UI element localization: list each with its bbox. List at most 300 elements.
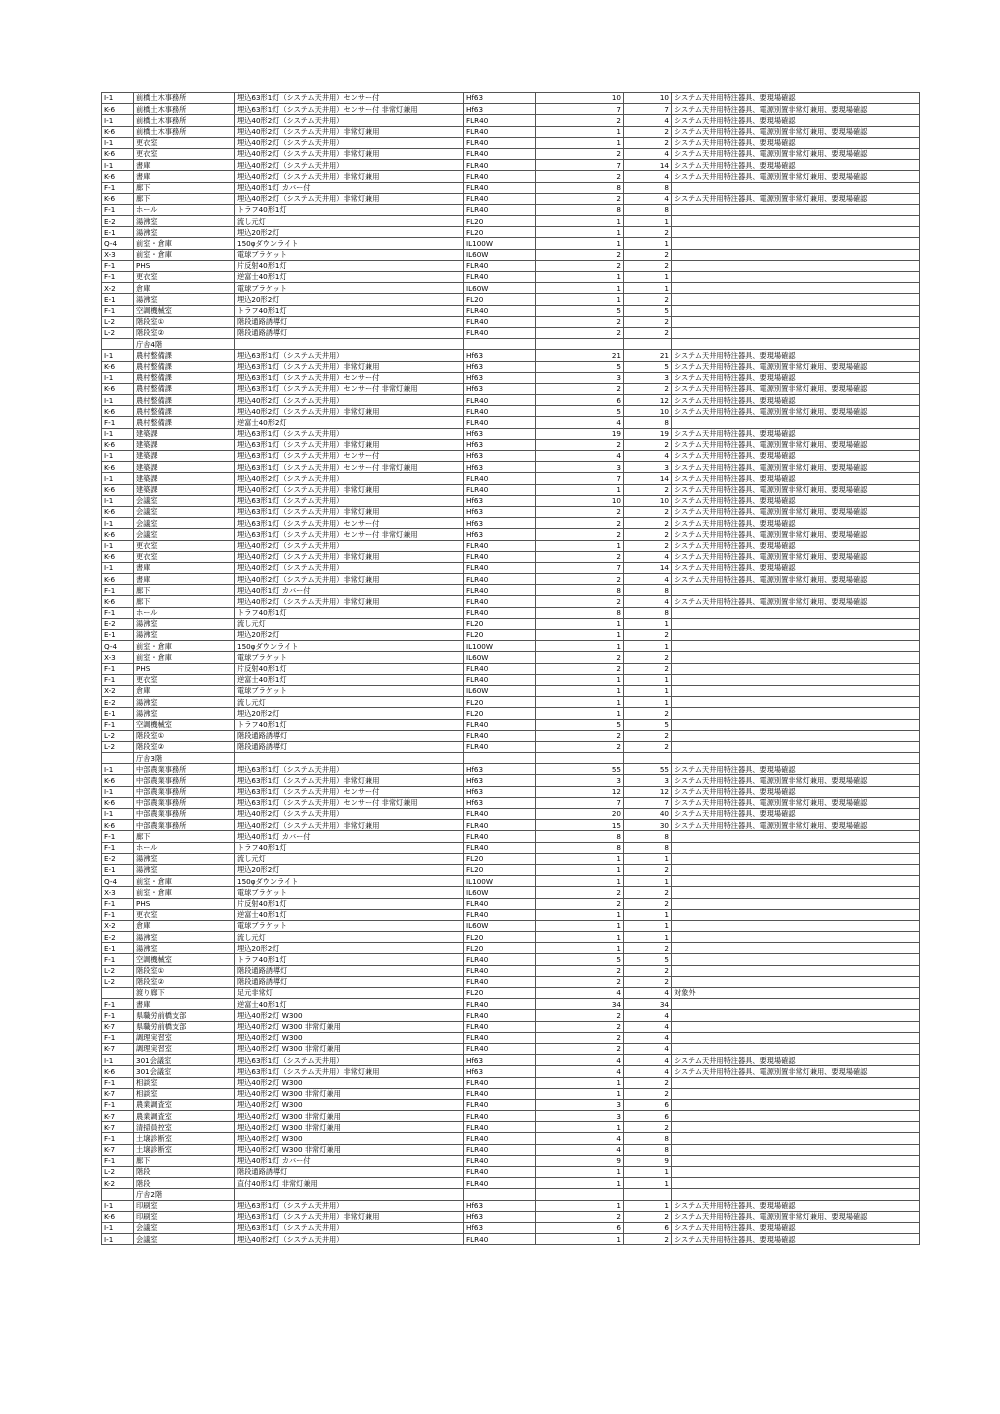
table-row: [102, 954, 920, 965]
remarks-cell: [672, 1167, 920, 1178]
remarks-cell: システム天井用特注器具、電源別置非常灯兼用、要現場確認: [672, 775, 920, 786]
lamp-count-cell: 2: [624, 943, 672, 954]
remarks-cell: システム天井用特注器具、要現場確認: [672, 160, 920, 171]
lamp-count-cell: 4: [624, 115, 672, 126]
quantity-cell: 9: [536, 1155, 624, 1166]
quantity-cell: 3: [536, 372, 624, 383]
room-cell: 前室・倉庫: [134, 652, 235, 663]
fixture-type-cell: [235, 1189, 464, 1200]
quantity-cell: 1: [536, 126, 624, 137]
fixture-type-cell: トラフ40形1灯: [235, 842, 464, 853]
fixture-type-cell: 埋込63形1灯（システム天井用）非常灯兼用: [235, 775, 464, 786]
fixture-type-cell: [235, 339, 464, 350]
fixture-table-body: [102, 93, 920, 1245]
remarks-cell: システム天井用特注器具、電源別置非常灯兼用、要現場確認: [672, 148, 920, 159]
fixture-code-cell: F-1: [102, 1133, 134, 1144]
fixture-code-cell: K-7: [102, 1088, 134, 1099]
fixture-code-cell: F-1: [102, 607, 134, 618]
room-cell: 湯沸室: [134, 864, 235, 875]
quantity-cell: 2: [536, 574, 624, 585]
room-cell: 土壌診断室: [134, 1133, 235, 1144]
fixture-code-cell: I-1: [102, 160, 134, 171]
lamp-cell: Hf63: [464, 104, 536, 115]
fixture-code-cell: I-1: [102, 372, 134, 383]
fixture-type-cell: 階段通路誘導灯: [235, 965, 464, 976]
fixture-code-cell: E-2: [102, 932, 134, 943]
room-cell: 農村整備課: [134, 350, 235, 361]
remarks-cell: システム天井用特注器具、要現場確認: [672, 1222, 920, 1233]
room-cell: 前室・倉庫: [134, 641, 235, 652]
lamp-count-cell: 1: [624, 674, 672, 685]
lamp-cell: FLR40: [464, 820, 536, 831]
fixture-type-cell: トラフ40形1灯: [235, 954, 464, 965]
fixture-code-cell: I-1: [102, 1234, 134, 1245]
room-cell: 会議室: [134, 506, 235, 517]
room-cell: 県職労前橋支部: [134, 1010, 235, 1021]
fixture-type-cell: 埋込63形1灯（システム天井用）センサー付 非常灯兼用: [235, 797, 464, 808]
lamp-cell: FLR40: [464, 1122, 536, 1133]
fixture-code-cell: E-1: [102, 864, 134, 875]
quantity-cell: 5: [536, 719, 624, 730]
quantity-cell: 1: [536, 238, 624, 249]
room-cell: 庁舎2階: [134, 1189, 235, 1200]
table-row: [102, 1111, 920, 1122]
table-row: [102, 115, 920, 126]
remarks-cell: [672, 182, 920, 193]
table-row: [102, 529, 920, 540]
lamp-cell: FLR40: [464, 551, 536, 562]
table-row: [102, 193, 920, 204]
quantity-cell: 1: [536, 1200, 624, 1211]
fixture-code-cell: F-1: [102, 417, 134, 428]
fixture-type-cell: トラフ40形1灯: [235, 719, 464, 730]
remarks-cell: [672, 1189, 920, 1200]
room-cell: 印刷室: [134, 1211, 235, 1222]
quantity-cell: 3: [536, 775, 624, 786]
room-cell: 廊下: [134, 596, 235, 607]
quantity-cell: 1: [536, 641, 624, 652]
fixture-type-cell: 埋込40形2灯（システム天井用）非常灯兼用: [235, 148, 464, 159]
quantity-cell: 10: [536, 495, 624, 506]
lamp-count-cell: 1: [624, 1200, 672, 1211]
lamp-count-cell: 14: [624, 473, 672, 484]
quantity-cell: 2: [536, 529, 624, 540]
table-row: [102, 965, 920, 976]
lamp-count-cell: 2: [624, 126, 672, 137]
quantity-cell: 1: [536, 876, 624, 887]
quantity-cell: 1: [536, 697, 624, 708]
lamp-cell: FL20: [464, 864, 536, 875]
remarks-cell: [672, 204, 920, 215]
fixture-type-cell: 逆富士40形1灯: [235, 909, 464, 920]
lamp-cell: FLR40: [464, 115, 536, 126]
lamp-cell: FLR40: [464, 1021, 536, 1032]
fixture-type-cell: 階段通路誘導灯: [235, 327, 464, 338]
remarks-cell: システム天井用特注器具、電源別置非常灯兼用、要現場確認: [672, 506, 920, 517]
quantity-cell: 5: [536, 305, 624, 316]
lamp-count-cell: 4: [624, 451, 672, 462]
room-cell: 建築課: [134, 428, 235, 439]
fixture-type-cell: 埋込40形2灯 W300 非常灯兼用: [235, 1111, 464, 1122]
room-cell: 建築課: [134, 484, 235, 495]
room-cell: 前室・倉庫: [134, 249, 235, 260]
remarks-cell: システム天井用特注器具、要現場確認: [672, 395, 920, 406]
fixture-code-cell: K-6: [102, 171, 134, 182]
remarks-cell: システム天井用特注器具、要現場確認: [672, 764, 920, 775]
lamp-count-cell: 14: [624, 160, 672, 171]
quantity-cell: 1: [536, 932, 624, 943]
remarks-cell: [672, 283, 920, 294]
quantity-cell: 1: [536, 864, 624, 875]
quantity-cell: 1: [536, 943, 624, 954]
lamp-cell: Hf63: [464, 372, 536, 383]
lamp-count-cell: 1: [624, 618, 672, 629]
remarks-cell: システム天井用特注器具、電源別置非常灯兼用、要現場確認: [672, 383, 920, 394]
fixture-code-cell: F-1: [102, 909, 134, 920]
quantity-cell: 2: [536, 171, 624, 182]
fixture-code-cell: I-1: [102, 1222, 134, 1233]
table-row: [102, 920, 920, 931]
remarks-cell: [672, 1122, 920, 1133]
lamp-count-cell: 8: [624, 204, 672, 215]
lamp-count-cell: 8: [624, 182, 672, 193]
room-cell: 会議室: [134, 495, 235, 506]
table-row: [102, 1021, 920, 1032]
room-cell: 倉庫: [134, 920, 235, 931]
quantity-cell: 1: [536, 1178, 624, 1189]
table-row: [102, 260, 920, 271]
lamp-count-cell: 4: [624, 1043, 672, 1054]
fixture-type-cell: 電球ブラケット: [235, 283, 464, 294]
fixture-code-cell: L-2: [102, 327, 134, 338]
fixture-code-cell: K-7: [102, 1144, 134, 1155]
room-cell: 更衣室: [134, 137, 235, 148]
table-row: [102, 339, 920, 350]
lamp-count-cell: 1: [624, 1167, 672, 1178]
table-row: [102, 395, 920, 406]
table-row: [102, 1032, 920, 1043]
fixture-code-cell: K-6: [102, 1066, 134, 1077]
lamp-cell: FLR40: [464, 1088, 536, 1099]
lamp-count-cell: 30: [624, 820, 672, 831]
lamp-cell: FLR40: [464, 909, 536, 920]
table-row: [102, 1167, 920, 1178]
room-cell: 廊下: [134, 193, 235, 204]
remarks-cell: システム天井用特注器具、要現場確認: [672, 1234, 920, 1245]
fixture-type-cell: 埋込40形2灯（システム天井用）非常灯兼用: [235, 484, 464, 495]
quantity-cell: 1: [536, 137, 624, 148]
lamp-count-cell: 2: [624, 294, 672, 305]
fixture-type-cell: 階段通路誘導灯: [235, 741, 464, 752]
quantity-cell: 2: [536, 1211, 624, 1222]
table-row: [102, 327, 920, 338]
fixture-code-cell: [102, 988, 134, 999]
quantity-cell: 10: [536, 93, 624, 104]
table-row: [102, 909, 920, 920]
lamp-count-cell: 12: [624, 786, 672, 797]
fixture-type-cell: 埋込40形2灯 W300: [235, 1099, 464, 1110]
lamp-cell: Hf63: [464, 350, 536, 361]
table-row: [102, 887, 920, 898]
room-cell: 湯沸室: [134, 294, 235, 305]
fixture-code-cell: F-1: [102, 842, 134, 853]
fixture-type-cell: 埋込63形1灯（システム天井用）センサー付 非常灯兼用: [235, 383, 464, 394]
table-row: [102, 551, 920, 562]
quantity-cell: 19: [536, 428, 624, 439]
remarks-cell: システム天井用特注器具、要現場確認: [672, 372, 920, 383]
lamp-cell: FLR40: [464, 327, 536, 338]
room-cell: 湯沸室: [134, 932, 235, 943]
quantity-cell: 2: [536, 1032, 624, 1043]
fixture-code-cell: F-1: [102, 999, 134, 1010]
fixture-code-cell: K-6: [102, 797, 134, 808]
lamp-count-cell: 9: [624, 1155, 672, 1166]
fixture-type-cell: 直付40形1灯 非常灯兼用: [235, 1178, 464, 1189]
lamp-cell: FLR40: [464, 1234, 536, 1245]
lamp-count-cell: 1: [624, 216, 672, 227]
lamp-count-cell: 2: [624, 864, 672, 875]
remarks-cell: [672, 876, 920, 887]
fixture-code-cell: K-6: [102, 551, 134, 562]
fixture-code-cell: E-1: [102, 630, 134, 641]
remarks-cell: [672, 842, 920, 853]
quantity-cell: 7: [536, 562, 624, 573]
lamp-count-cell: 2: [624, 249, 672, 260]
table-row: [102, 171, 920, 182]
room-cell: 調理実習室: [134, 1032, 235, 1043]
remarks-cell: [672, 663, 920, 674]
quantity-cell: 1: [536, 294, 624, 305]
lamp-cell: FLR40: [464, 954, 536, 965]
fixture-type-cell: 150φダウンライト: [235, 238, 464, 249]
lamp-count-cell: 4: [624, 551, 672, 562]
remarks-cell: システム天井用特注器具、電源別置非常灯兼用、要現場確認: [672, 596, 920, 607]
fixture-code-cell: K-7: [102, 1111, 134, 1122]
table-row: [102, 697, 920, 708]
room-cell: 湯沸室: [134, 227, 235, 238]
lamp-cell: FL20: [464, 630, 536, 641]
fixture-code-cell: F-1: [102, 1099, 134, 1110]
quantity-cell: 3: [536, 462, 624, 473]
table-row: [102, 685, 920, 696]
lamp-cell: FLR40: [464, 585, 536, 596]
room-cell: 書庫: [134, 160, 235, 171]
fixture-type-cell: トラフ40形1灯: [235, 607, 464, 618]
table-row: [102, 585, 920, 596]
room-cell: 庁舎4階: [134, 339, 235, 350]
fixture-type-cell: 埋込40形2灯 W300 非常灯兼用: [235, 1021, 464, 1032]
lamp-cell: FL20: [464, 708, 536, 719]
fixture-type-cell: 埋込63形1灯（システム天井用）: [235, 428, 464, 439]
lamp-cell: Hf63: [464, 1066, 536, 1077]
fixture-type-cell: 電球ブラケット: [235, 652, 464, 663]
table-row: [102, 484, 920, 495]
remarks-cell: [672, 920, 920, 931]
remarks-cell: [672, 1178, 920, 1189]
lamp-count-cell: 4: [624, 988, 672, 999]
remarks-cell: [672, 976, 920, 987]
remarks-cell: [672, 1144, 920, 1155]
lamp-cell: Hf63: [464, 1211, 536, 1222]
fixture-type-cell: 埋込20形2灯: [235, 708, 464, 719]
room-cell: 土壌診断室: [134, 1144, 235, 1155]
quantity-cell: 1: [536, 1088, 624, 1099]
lamp-cell: FLR40: [464, 204, 536, 215]
fixture-code-cell: X-3: [102, 887, 134, 898]
fixture-code-cell: I-1: [102, 786, 134, 797]
fixture-code-cell: K-6: [102, 104, 134, 115]
lamp-cell: FLR40: [464, 260, 536, 271]
room-cell: 印刷室: [134, 1200, 235, 1211]
lamp-cell: FL20: [464, 294, 536, 305]
lamp-cell: FL20: [464, 853, 536, 864]
lamp-cell: Hf63: [464, 797, 536, 808]
lamp-count-cell: 7: [624, 797, 672, 808]
remarks-cell: [672, 708, 920, 719]
lamp-count-cell: 2: [624, 1211, 672, 1222]
lamp-count-cell: 4: [624, 171, 672, 182]
fixture-code-cell: X-3: [102, 249, 134, 260]
quantity-cell: 1: [536, 216, 624, 227]
fixture-code-cell: I-1: [102, 1200, 134, 1211]
room-cell: 前橋土木事務所: [134, 126, 235, 137]
lamp-count-cell: 2: [624, 1088, 672, 1099]
fixture-type-cell: 逆富士40形2灯: [235, 417, 464, 428]
table-row: [102, 361, 920, 372]
lamp-cell: FLR40: [464, 540, 536, 551]
room-cell: 会議室: [134, 1234, 235, 1245]
table-row: [102, 719, 920, 730]
lamp-cell: FLR40: [464, 316, 536, 327]
lamp-cell: FL20: [464, 227, 536, 238]
lamp-count-cell: 14: [624, 562, 672, 573]
room-cell: 階段室②: [134, 976, 235, 987]
fixture-type-cell: 逆富士40形1灯: [235, 999, 464, 1010]
fixture-code-cell: I-1: [102, 809, 134, 820]
lamp-cell: FLR40: [464, 898, 536, 909]
lamp-cell: FL20: [464, 932, 536, 943]
room-cell: 農村整備課: [134, 372, 235, 383]
lamp-count-cell: 1: [624, 641, 672, 652]
room-cell: 階段室①: [134, 730, 235, 741]
remarks-cell: システム天井用特注器具、電源別置非常灯兼用、要現場確認: [672, 126, 920, 137]
table-row: [102, 249, 920, 260]
fixture-code-cell: X-2: [102, 283, 134, 294]
lamp-count-cell: 8: [624, 585, 672, 596]
lamp-cell: [464, 753, 536, 764]
quantity-cell: 1: [536, 540, 624, 551]
table-row: [102, 607, 920, 618]
table-row: [102, 148, 920, 159]
fixture-code-cell: K-6: [102, 506, 134, 517]
table-row: [102, 294, 920, 305]
lamp-cell: FLR40: [464, 965, 536, 976]
table-row: [102, 988, 920, 999]
remarks-cell: [672, 954, 920, 965]
fixture-type-cell: 階段通路誘導灯: [235, 1167, 464, 1178]
table-row: [102, 227, 920, 238]
quantity-cell: 1: [536, 708, 624, 719]
remarks-cell: [672, 932, 920, 943]
fixture-type-cell: 埋込63形1灯（システム天井用）: [235, 495, 464, 506]
remarks-cell: [672, 339, 920, 350]
quantity-cell: 2: [536, 1043, 624, 1054]
quantity-cell: 2: [536, 249, 624, 260]
lamp-count-cell: 1: [624, 909, 672, 920]
fixture-type-cell: 埋込40形2灯（システム天井用）: [235, 160, 464, 171]
table-row: [102, 160, 920, 171]
fixture-code-cell: F-1: [102, 674, 134, 685]
quantity-cell: 1: [536, 685, 624, 696]
quantity-cell: 2: [536, 327, 624, 338]
remarks-cell: [672, 305, 920, 316]
fixture-type-cell: 埋込40形2灯（システム天井用）非常灯兼用: [235, 171, 464, 182]
room-cell: 清掃員控室: [134, 1122, 235, 1133]
fixture-type-cell: 電球ブラケット: [235, 249, 464, 260]
fixture-type-cell: トラフ40形1灯: [235, 204, 464, 215]
remarks-cell: [672, 1077, 920, 1088]
lamp-cell: FLR40: [464, 1178, 536, 1189]
room-cell: 中部農業事務所: [134, 797, 235, 808]
room-cell: 廊下: [134, 182, 235, 193]
table-row: [102, 853, 920, 864]
table-row: [102, 1077, 920, 1088]
table-row: [102, 137, 920, 148]
lamp-cell: FL20: [464, 943, 536, 954]
fixture-code-cell: F-1: [102, 898, 134, 909]
room-cell: 建築課: [134, 439, 235, 450]
quantity-cell: 2: [536, 1010, 624, 1021]
fixture-code-cell: K-6: [102, 148, 134, 159]
lamp-cell: FLR40: [464, 1167, 536, 1178]
room-cell: ホール: [134, 607, 235, 618]
room-cell: 前室・倉庫: [134, 887, 235, 898]
remarks-cell: システム天井用特注器具、要現場確認: [672, 518, 920, 529]
lamp-count-cell: 6: [624, 1111, 672, 1122]
quantity-cell: 2: [536, 148, 624, 159]
room-cell: 倉庫: [134, 685, 235, 696]
remarks-cell: [672, 585, 920, 596]
remarks-cell: [672, 697, 920, 708]
lamp-cell: FLR40: [464, 842, 536, 853]
lamp-count-cell: 4: [624, 596, 672, 607]
lamp-cell: IL100W: [464, 238, 536, 249]
fixture-type-cell: 逆富士40形1灯: [235, 272, 464, 283]
remarks-cell: [672, 999, 920, 1010]
fixture-code-cell: K-6: [102, 383, 134, 394]
room-cell: 更衣室: [134, 148, 235, 159]
remarks-cell: [672, 685, 920, 696]
room-cell: 更衣室: [134, 551, 235, 562]
table-row: [102, 428, 920, 439]
table-row: [102, 1178, 920, 1189]
room-cell: PHS: [134, 260, 235, 271]
table-row: [102, 1155, 920, 1166]
fixture-code-cell: I-1: [102, 764, 134, 775]
quantity-cell: 1: [536, 283, 624, 294]
lamp-cell: Hf63: [464, 786, 536, 797]
quantity-cell: [536, 339, 624, 350]
remarks-cell: [672, 1111, 920, 1122]
table-row: [102, 842, 920, 853]
lamp-cell: Hf63: [464, 428, 536, 439]
lamp-count-cell: 19: [624, 428, 672, 439]
lamp-count-cell: 8: [624, 842, 672, 853]
room-cell: 会議室: [134, 518, 235, 529]
fixture-type-cell: 片反射40形1灯: [235, 898, 464, 909]
remarks-cell: [672, 1043, 920, 1054]
quantity-cell: 8: [536, 182, 624, 193]
